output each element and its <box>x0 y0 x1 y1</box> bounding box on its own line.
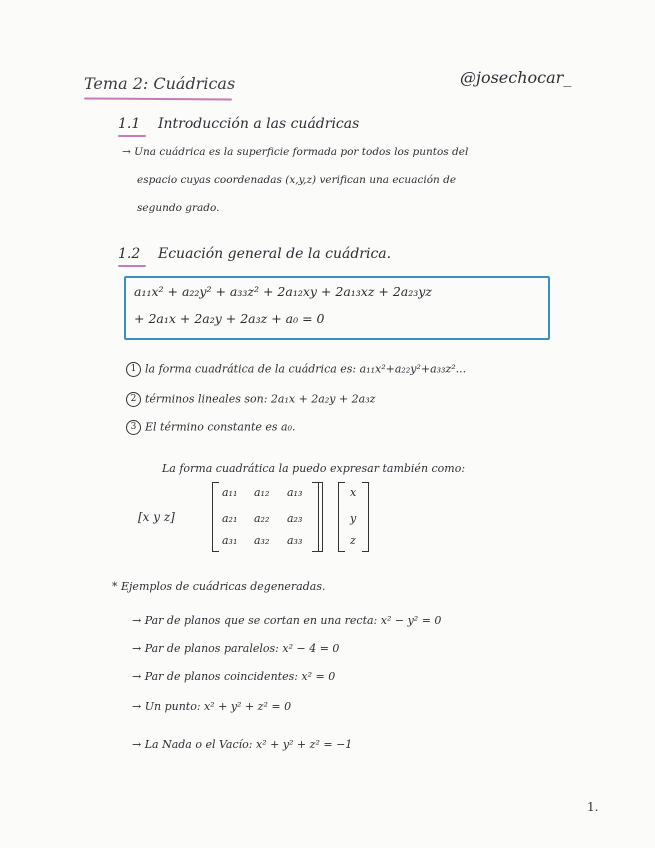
item-2 <box>126 392 375 407</box>
matrix-cell-21: a₂₁ <box>222 512 238 525</box>
matrix-cell-12: a₁₂ <box>254 486 270 499</box>
section-1-number: 1.1 <box>118 116 141 132</box>
matrix-cell-32: a₃₂ <box>254 534 270 547</box>
matrix-cell-13: a₁₃ <box>287 486 303 499</box>
example-3: → Par de planos coincidentes: x² = 0 <box>132 670 336 683</box>
item-1-text: la forma cuadrática de la cuádrica es: a₁₁x²+a₂₂y²+a₃₃z²... <box>145 362 467 376</box>
example-1: → Par de planos que se cortan en una recta: x² − y² = 0 <box>132 614 442 627</box>
matrix-cell-33: a₃₃ <box>287 534 303 547</box>
section-1-heading: Introducción a las cuádricas <box>158 116 360 132</box>
title-underline <box>84 97 232 100</box>
vector-left-bracket <box>338 482 345 552</box>
matrix-cell-11: a₁₁ <box>222 486 238 499</box>
page-title: Tema 2: Cuádricas <box>84 74 236 93</box>
section-2-number: 1.2 <box>118 246 141 262</box>
equation-line-2: + 2a₁x + 2a₂y + 2a₃z + a₀ = 0 <box>134 311 325 326</box>
item-2-number: 2 <box>126 392 141 407</box>
example-4: → Un punto: x² + y² + z² = 0 <box>132 700 292 713</box>
section-1-line-1: → Una cuádrica es la superficie formada por todos los puntos del <box>122 146 469 158</box>
matrix-cell-22: a₂₂ <box>254 512 270 525</box>
general-equation-box <box>124 276 550 340</box>
quadratic-form-intro: La forma cuadrática la puedo expresar también como: <box>162 462 466 475</box>
matrix-right-bracket-2 <box>318 482 323 552</box>
item-3-number: 3 <box>126 420 141 435</box>
item-3-text: El término constante es a₀. <box>145 420 296 434</box>
section-1-underline <box>118 135 146 137</box>
item-2-text: términos lineales son: 2a₁x + 2a₂y + 2a₃z <box>145 392 376 406</box>
column-vector-x: x <box>350 486 357 499</box>
equation-line-1: a₁₁x² + a₂₂y² + a₃₃z² + 2a₁₂xy + 2a₁₃xz + 2a₂₃yz <box>134 284 432 299</box>
example-2: → Par de planos paralelos: x² − 4 = 0 <box>132 642 340 655</box>
section-2-heading: Ecuación general de la cuádrica. <box>158 246 392 262</box>
item-1-number: 1 <box>126 362 141 377</box>
section-1-line-3: segundo grado. <box>137 202 220 214</box>
column-vector-y: y <box>350 512 357 525</box>
example-5: → La Nada o el Vacío: x² + y² + z² = −1 <box>132 738 353 751</box>
matrix-cell-31: a₃₁ <box>222 534 238 547</box>
row-vector: [x y z] <box>138 510 175 524</box>
examples-heading: * Ejemplos de cuádricas degeneradas. <box>112 580 326 593</box>
section-2-underline <box>118 265 146 267</box>
author-handle: @josechocar_ <box>460 68 572 87</box>
matrix-cell-23: a₂₃ <box>287 512 303 525</box>
column-vector-z: z <box>350 534 356 547</box>
item-3 <box>126 420 296 435</box>
page-number: 1. <box>587 800 599 814</box>
section-1-line-2: espacio cuyas coordenadas (x,y,z) verifican una ecuación de <box>137 174 457 186</box>
matrix-left-bracket <box>212 482 219 552</box>
vector-right-bracket <box>362 482 369 552</box>
item-1 <box>126 362 466 377</box>
